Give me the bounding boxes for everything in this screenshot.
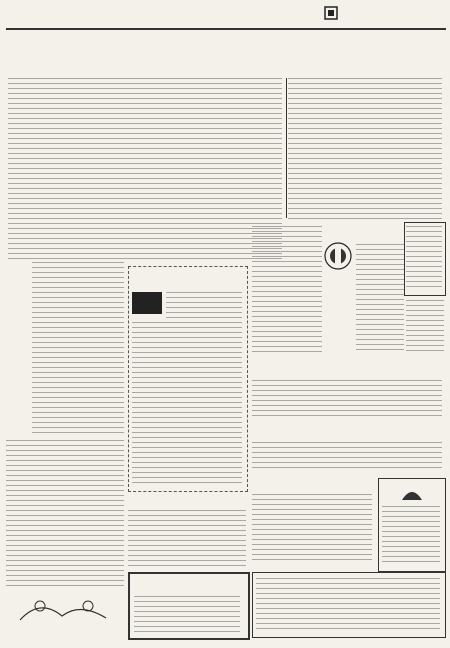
editorial-body-text <box>166 292 242 318</box>
vertical-feature-article <box>6 262 126 592</box>
festival-body-text <box>252 380 442 420</box>
bank-body-text <box>128 510 246 566</box>
masthead-rule <box>6 28 446 30</box>
center-body-text <box>252 226 322 356</box>
ad-body-text <box>134 596 240 632</box>
cartoon-illustration <box>10 594 120 624</box>
masthead <box>6 2 446 28</box>
editorial-column-badge <box>132 292 162 314</box>
lead-body-text <box>8 78 282 260</box>
right-notice-icon <box>400 484 424 502</box>
great-wall-body-text <box>252 442 442 472</box>
lead-body-text-right <box>288 78 442 220</box>
workers-home-logo <box>324 242 352 270</box>
dance-body-text <box>252 494 372 564</box>
masthead-logo-mark <box>324 6 338 20</box>
